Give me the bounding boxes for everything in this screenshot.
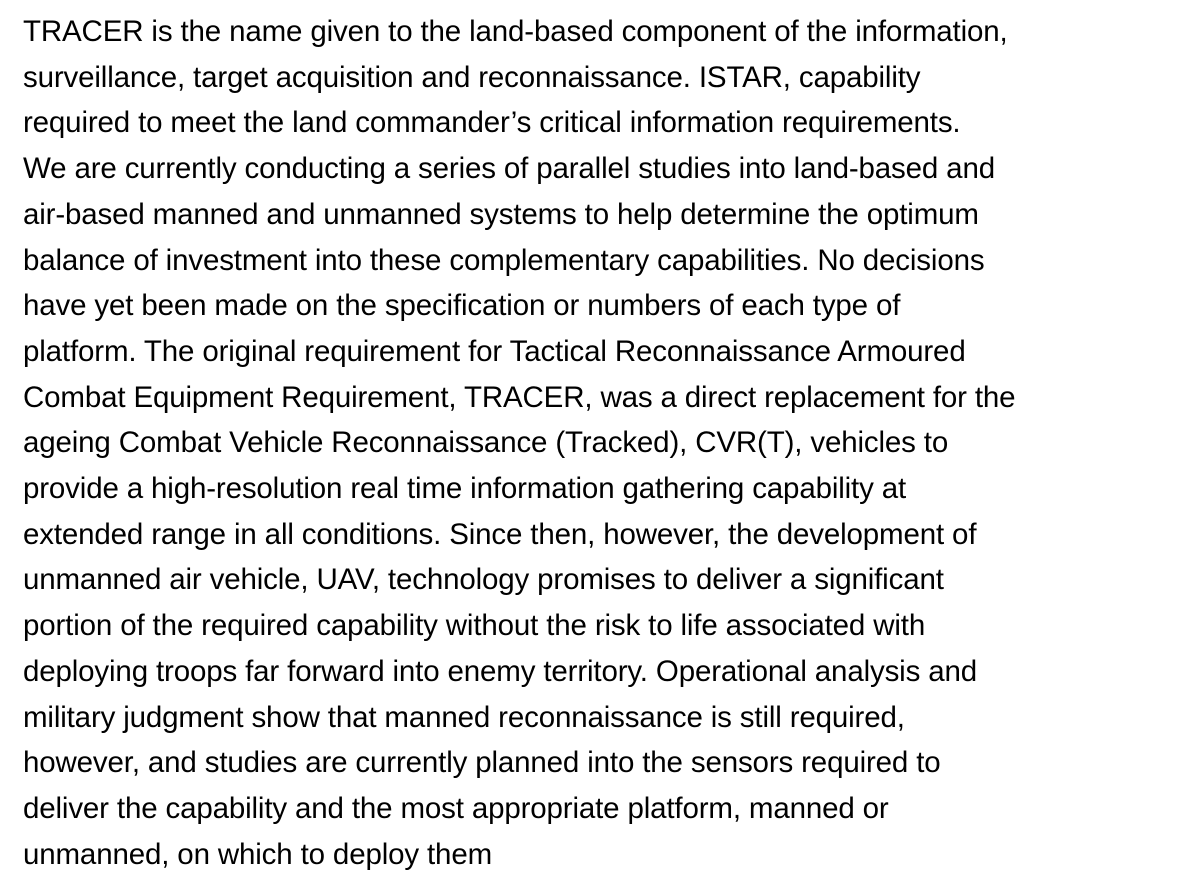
text-line: platform. The original requirement for Tactical Reconnaissance Armoured — [23, 334, 966, 368]
text-line: required to meet the land commander’s critical information requirements. — [23, 106, 961, 140]
text-line: balance of investment into these complementary capabilities. No decisions — [23, 243, 985, 277]
text-line: surveillance, target acquisition and reconnaissance. ISTAR, capability — [23, 60, 921, 94]
text-line: deliver the capability and the most appropriate platform, manned or — [23, 791, 889, 825]
text-line: TRACER is the name given to the land-based component of the information, — [23, 15, 1008, 48]
text-line: deploying troops far forward into enemy territory. Operational analysis and — [23, 654, 977, 688]
text-line: however, and studies are currently planned into the sensors required to — [23, 746, 941, 780]
text-line: unmanned air vehicle, UAV, technology promises to deliver a significant — [23, 563, 944, 597]
text-line: ageing Combat Vehicle Reconnaissance (Tracked), CVR(T), vehicles to — [23, 426, 949, 460]
text-line: We are currently conducting a series of parallel studies into land-based and — [23, 152, 995, 186]
text-line: have yet been made on the specification or numbers of each type of — [23, 289, 901, 323]
text-line: Combat Equipment Requirement, TRACER, was a direct replacement for the — [23, 380, 1016, 414]
text-line: military judgment show that manned reconnaissance is still required, — [23, 700, 905, 734]
text-line: provide a high-resolution real time information gathering capability at — [23, 472, 907, 506]
document-text-block — [23, 9, 1193, 877]
text-line: air-based manned and unmanned systems to help determine the optimum — [23, 197, 979, 231]
text-line: portion of the required capability without the risk to life associated with — [23, 609, 926, 643]
text-line: unmanned, on which to deploy them — [23, 837, 492, 871]
text-line: extended range in all conditions. Since then, however, the development of — [23, 517, 977, 551]
